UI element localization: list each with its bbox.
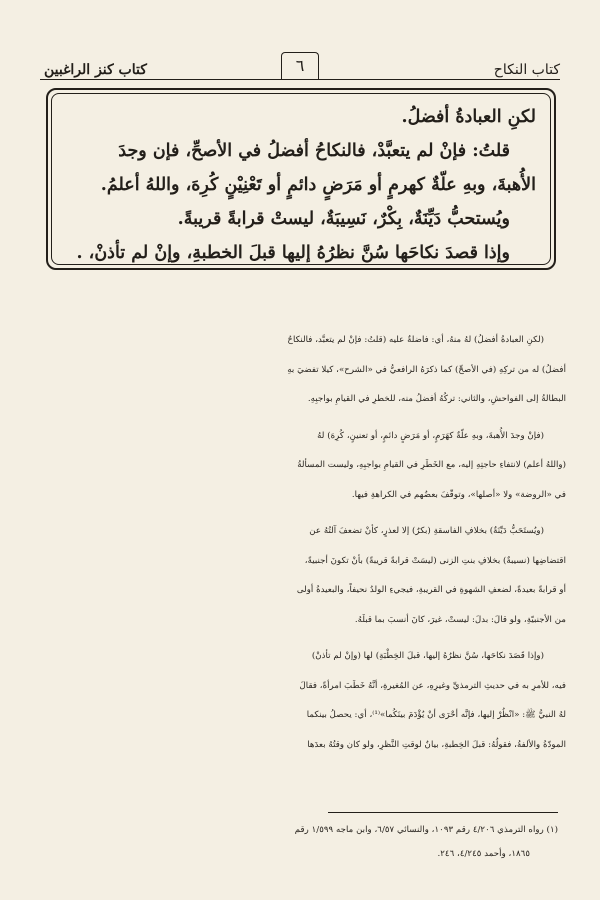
- header-rule: [40, 79, 560, 80]
- footnote: [42, 818, 558, 866]
- footnote-rule: [328, 812, 558, 813]
- matn-line: لكنِ العبادةُ أفضلُ.: [401, 107, 536, 127]
- commentary-line: البطالةُ إلى الفواحشِ، والثاني: تركُهُ أفضلُ منه، للخطرِ في القيامِ بواجبِهِ.: [307, 394, 566, 404]
- commentary-body: [38, 326, 566, 767]
- commentary-line: اقتضاضِها (نسيبةٌ) بخلافِ بنتِ الزنى (ليسَتْ قرابةً قريبةً) بأنْ تكونَ أجنبيةً،: [304, 555, 566, 566]
- commentary-line: (ويُستَحَبُّ دَيِّنَةٌ) بخلافِ الفاسقةِ (بكرٌ) إلا لعذرٍ، كأنْ تضعفَ آلتُهُ عن: [309, 526, 544, 536]
- commentary-line: (فإنْ وجدَ الأُهبةَ، وبهِ علّةٌ كهَرَمٍ، أو مَرَضٍ دائمٍ، أو تعنينٍ، كُرِهَ) لهُ: [317, 430, 544, 441]
- commentary-paragraph: [38, 422, 566, 511]
- commentary-line: من الأجنبيّةِ، ولو قالَ: بدلَ: ليستْ، غيرَ، كانَ أنسبَ بما قبلَهُ.: [354, 614, 566, 625]
- commentary-paragraph: [38, 642, 566, 760]
- commentary-line: المودّةُ والألفةُ، فقولُهُ: قبلَ الخِطبةِ، بيانٌ لوقتِ النَّظرِ، ولو كان وقتُهُ بعدَها: [307, 739, 566, 750]
- commentary-line: لهُ النبيُّ ﷺ: «انْظُرْ إليها، فإنَّه أحْرَى أنْ يُؤْدَمَ بينَكُما»⁽¹⁾، أي: يحصلُ بينكما: [306, 710, 566, 720]
- matn-line: قلتُ: فإنْ لم يتعبَّدْ، فالنكاحُ أفضلُ في الأصحِّ، فإن وجدَ: [118, 141, 510, 161]
- running-header-book: كتاب كنز الراغبين: [44, 62, 147, 78]
- commentary-line: في «الروضة» ولا «أصلها»، وتوقّفَ بعضُهم في الكراهةِ فيها.: [351, 489, 566, 500]
- footnote-line: (١) رواه الترمذي ٤/٢٠٦ رقم ١٠٩٣، والنسائي ٦/٥٧، وابن ماجه ١/٥٩٩ رقم: [294, 825, 558, 835]
- commentary-line: (وإذا قَصَدَ نكاحَها، سُنَّ نظرُهُ إليها، قبلَ الخِطْبَةِ) لها (وإنْ لم تأذنْ): [311, 651, 544, 661]
- page-number: ٦: [281, 52, 319, 79]
- matn-line: الأُهبةَ، وبهِ علّةٌ كهرمٍ أو مَرَضٍ دائمٍ أو تَعْنِيْنٍ كُرِهَ، واللهُ أعلمُ.: [100, 175, 536, 195]
- commentary-line: (واللهُ أعلم) لانتفاءِ حاجتِهِ إليه، مع الخَطَرِ في القيامِ بواجبِهِ، وليست المسألةُ: [297, 460, 566, 470]
- footnote-line: ١٨٦٥، وأحمد ٤/٢٤٥، ٢٤٦.: [437, 849, 530, 859]
- commentary-paragraph: [38, 517, 566, 635]
- matn-frame: [46, 88, 556, 270]
- running-header-section: كتاب النكاح: [493, 62, 560, 78]
- commentary-line: فيه، للأمرِ به في حديثِ الترمذيِّ وغيرِهِ، عن المُغيرةِ، أنَّهُ خَطَبَ امرأةً، فقالَ: [299, 680, 566, 691]
- commentary-line: أفضلُ) له من تركِهِ (في الأصحِّ) كما ذكرَهُ الرافعيُّ في «الشرح»، كيلا تفضيَ بهِ: [287, 364, 566, 375]
- commentary-line: أو قرابةً بعيدةً، لضعفِ الشهوةِ في القريبةِ، فيجيءِ الولدُ نحيفاً، والبعيدةُ أولى: [296, 585, 566, 595]
- matn-line: وإذا قصدَ نكاحَها سُنَّ نظرُهُ إليها قبلَ الخطبةِ، وإنْ لم تأذنْ، .: [76, 243, 510, 263]
- commentary-line: (لكنِ العبادةُ أفضلُ) لهُ منهُ، أي: فاضلةٌ عليه (قلتُ: فإنْ لم يتعبَّد، فالنكاحُ: [287, 335, 544, 345]
- commentary-paragraph: [38, 326, 566, 415]
- matn-line: ويُستحبُّ دَيِّنَةٌ، بِكْرٌ، نَسِيبَةٌ، ليستْ قرابةً قريبةً.: [177, 209, 510, 229]
